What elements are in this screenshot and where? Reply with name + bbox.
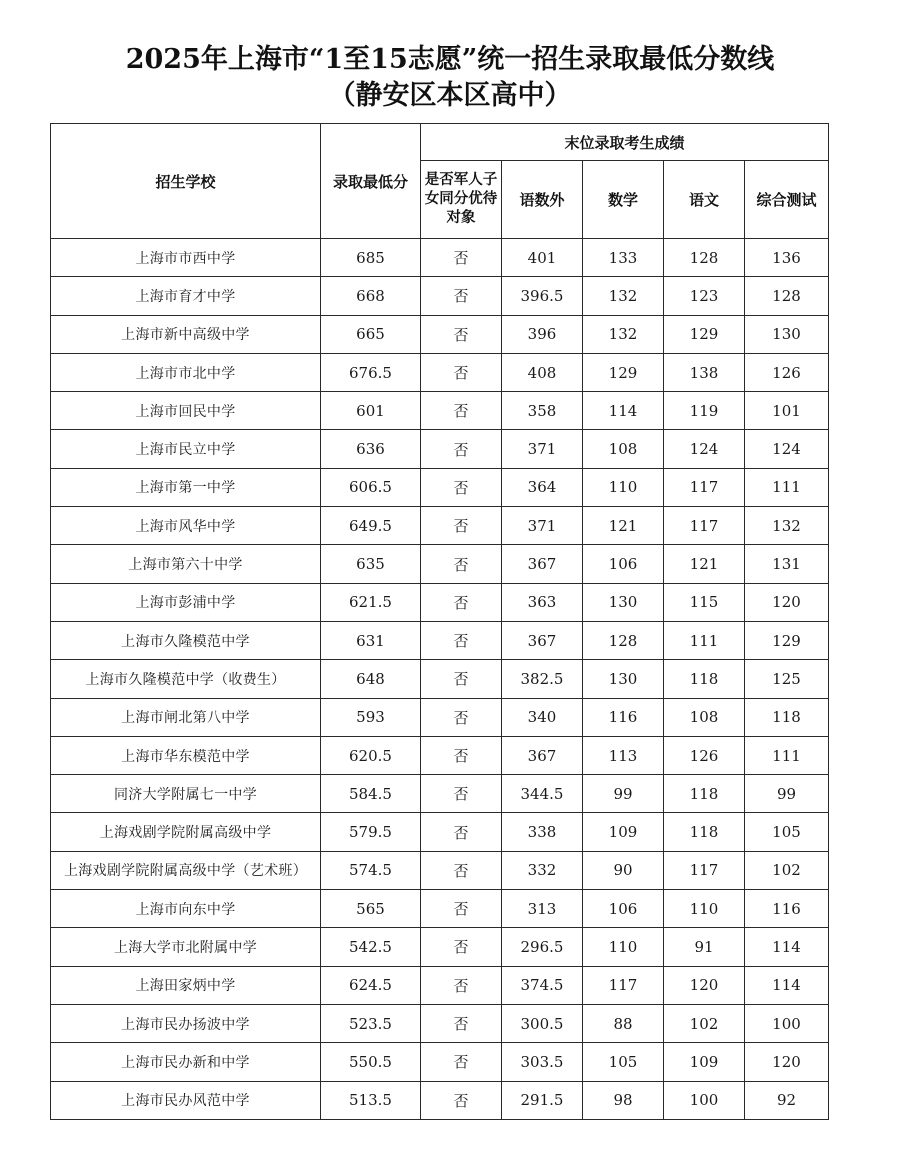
ysw-score-cell: 371 (502, 430, 583, 468)
military-priority-cell: 否 (421, 277, 502, 315)
school-cell: 上海市民办风范中学 (51, 1081, 321, 1119)
table-row (51, 507, 829, 545)
min-score-cell: 565 (321, 890, 421, 928)
math-score-cell: 106 (583, 545, 664, 583)
table-row (51, 928, 829, 966)
comprehensive-score-cell: 105 (745, 813, 829, 851)
chinese-score-cell: 120 (664, 966, 745, 1004)
min-score-cell: 631 (321, 621, 421, 659)
min-score-cell: 648 (321, 660, 421, 698)
chinese-score-cell: 108 (664, 698, 745, 736)
school-cell: 上海市市北中学 (51, 353, 321, 391)
table-row (51, 392, 829, 430)
table-row (51, 239, 829, 277)
comprehensive-score-cell: 120 (745, 583, 829, 621)
ysw-score-cell: 367 (502, 736, 583, 774)
header-ysw: 语数外 (502, 161, 583, 239)
ysw-score-cell: 374.5 (502, 966, 583, 1004)
header-chinese: 语文 (664, 161, 745, 239)
math-score-cell: 114 (583, 392, 664, 430)
ysw-score-cell: 367 (502, 545, 583, 583)
school-cell: 上海市闸北第八中学 (51, 698, 321, 736)
math-score-cell: 130 (583, 583, 664, 621)
military-priority-cell: 否 (421, 928, 502, 966)
table-row (51, 813, 829, 851)
comprehensive-score-cell: 128 (745, 277, 829, 315)
min-score-cell: 665 (321, 315, 421, 353)
table-row (51, 621, 829, 659)
min-score-cell: 550.5 (321, 1043, 421, 1081)
chinese-score-cell: 128 (664, 239, 745, 277)
school-cell: 上海市向东中学 (51, 890, 321, 928)
military-priority-cell: 否 (421, 468, 502, 506)
header-comprehensive: 综合测试 (745, 161, 829, 239)
min-score-cell: 624.5 (321, 966, 421, 1004)
min-score-cell: 523.5 (321, 1004, 421, 1042)
comprehensive-score-cell: 116 (745, 890, 829, 928)
school-cell: 上海市久隆模范中学（收费生） (51, 660, 321, 698)
math-score-cell: 110 (583, 468, 664, 506)
math-score-cell: 90 (583, 851, 664, 889)
military-priority-cell: 否 (421, 315, 502, 353)
comprehensive-score-cell: 129 (745, 621, 829, 659)
school-cell: 上海市民立中学 (51, 430, 321, 468)
min-score-cell: 601 (321, 392, 421, 430)
school-cell: 同济大学附属七一中学 (51, 775, 321, 813)
table-row (51, 583, 829, 621)
school-cell: 上海市久隆模范中学 (51, 621, 321, 659)
military-priority-cell: 否 (421, 660, 502, 698)
comprehensive-score-cell: 131 (745, 545, 829, 583)
ysw-score-cell: 408 (502, 353, 583, 391)
military-priority-cell: 否 (421, 813, 502, 851)
military-priority-cell: 否 (421, 621, 502, 659)
chinese-score-cell: 115 (664, 583, 745, 621)
header-math: 数学 (583, 161, 664, 239)
comprehensive-score-cell: 120 (745, 1043, 829, 1081)
ysw-score-cell: 296.5 (502, 928, 583, 966)
table-row (51, 468, 829, 506)
math-score-cell: 109 (583, 813, 664, 851)
comprehensive-score-cell: 124 (745, 430, 829, 468)
table-row (51, 1004, 829, 1042)
chinese-score-cell: 109 (664, 1043, 745, 1081)
table-row (51, 315, 829, 353)
comprehensive-score-cell: 118 (745, 698, 829, 736)
table-row (51, 851, 829, 889)
admission-score-table (50, 123, 829, 1120)
header-min-score: 录取最低分 (321, 124, 421, 239)
chinese-score-cell: 119 (664, 392, 745, 430)
math-score-cell: 121 (583, 507, 664, 545)
ysw-score-cell: 358 (502, 392, 583, 430)
chinese-score-cell: 117 (664, 851, 745, 889)
table-row (51, 545, 829, 583)
military-priority-cell: 否 (421, 698, 502, 736)
math-score-cell: 128 (583, 621, 664, 659)
military-priority-cell: 否 (421, 1081, 502, 1119)
table-row (51, 277, 829, 315)
math-score-cell: 110 (583, 928, 664, 966)
min-score-cell: 513.5 (321, 1081, 421, 1119)
chinese-score-cell: 126 (664, 736, 745, 774)
chinese-score-cell: 102 (664, 1004, 745, 1042)
military-priority-cell: 否 (421, 239, 502, 277)
math-score-cell: 88 (583, 1004, 664, 1042)
min-score-cell: 584.5 (321, 775, 421, 813)
school-cell: 上海市育才中学 (51, 277, 321, 315)
military-priority-cell: 否 (421, 775, 502, 813)
chinese-score-cell: 118 (664, 813, 745, 851)
military-priority-cell: 否 (421, 353, 502, 391)
min-score-cell: 635 (321, 545, 421, 583)
math-score-cell: 117 (583, 966, 664, 1004)
school-cell: 上海市彭浦中学 (51, 583, 321, 621)
chinese-score-cell: 118 (664, 775, 745, 813)
min-score-cell: 636 (321, 430, 421, 468)
table-row (51, 353, 829, 391)
comprehensive-score-cell: 132 (745, 507, 829, 545)
min-score-cell: 621.5 (321, 583, 421, 621)
chinese-score-cell: 100 (664, 1081, 745, 1119)
military-priority-cell: 否 (421, 851, 502, 889)
min-score-cell: 676.5 (321, 353, 421, 391)
min-score-cell: 668 (321, 277, 421, 315)
chinese-score-cell: 129 (664, 315, 745, 353)
table-row (51, 660, 829, 698)
school-cell: 上海市风华中学 (51, 507, 321, 545)
ysw-score-cell: 340 (502, 698, 583, 736)
math-score-cell: 130 (583, 660, 664, 698)
math-score-cell: 106 (583, 890, 664, 928)
chinese-score-cell: 117 (664, 507, 745, 545)
math-score-cell: 98 (583, 1081, 664, 1119)
table-row (51, 966, 829, 1004)
math-score-cell: 132 (583, 277, 664, 315)
header-last-admitted-group: 末位录取考生成绩 (421, 124, 829, 161)
table-row (51, 1081, 829, 1119)
school-cell: 上海市新中高级中学 (51, 315, 321, 353)
military-priority-cell: 否 (421, 736, 502, 774)
ysw-score-cell: 332 (502, 851, 583, 889)
math-score-cell: 108 (583, 430, 664, 468)
school-cell: 上海戏剧学院附属高级中学（艺术班） (51, 851, 321, 889)
comprehensive-score-cell: 111 (745, 736, 829, 774)
chinese-score-cell: 118 (664, 660, 745, 698)
school-cell: 上海戏剧学院附属高级中学 (51, 813, 321, 851)
min-score-cell: 574.5 (321, 851, 421, 889)
min-score-cell: 685 (321, 239, 421, 277)
school-cell: 上海市第一中学 (51, 468, 321, 506)
header-school: 招生学校 (51, 124, 321, 239)
comprehensive-score-cell: 126 (745, 353, 829, 391)
ysw-score-cell: 344.5 (502, 775, 583, 813)
chinese-score-cell: 124 (664, 430, 745, 468)
military-priority-cell: 否 (421, 583, 502, 621)
ysw-score-cell: 371 (502, 507, 583, 545)
min-score-cell: 542.5 (321, 928, 421, 966)
table-row (51, 890, 829, 928)
chinese-score-cell: 121 (664, 545, 745, 583)
school-cell: 上海大学市北附属中学 (51, 928, 321, 966)
table-row (51, 698, 829, 736)
ysw-score-cell: 367 (502, 621, 583, 659)
chinese-score-cell: 123 (664, 277, 745, 315)
chinese-score-cell: 117 (664, 468, 745, 506)
table-row (51, 736, 829, 774)
math-score-cell: 133 (583, 239, 664, 277)
math-score-cell: 105 (583, 1043, 664, 1081)
military-priority-cell: 否 (421, 392, 502, 430)
min-score-cell: 593 (321, 698, 421, 736)
comprehensive-score-cell: 92 (745, 1081, 829, 1119)
comprehensive-score-cell: 111 (745, 468, 829, 506)
chinese-score-cell: 110 (664, 890, 745, 928)
ysw-score-cell: 338 (502, 813, 583, 851)
comprehensive-score-cell: 114 (745, 928, 829, 966)
military-priority-cell: 否 (421, 1004, 502, 1042)
school-cell: 上海市华东模范中学 (51, 736, 321, 774)
table-body (51, 239, 829, 1120)
table-row (51, 775, 829, 813)
comprehensive-score-cell: 125 (745, 660, 829, 698)
ysw-score-cell: 291.5 (502, 1081, 583, 1119)
comprehensive-score-cell: 114 (745, 966, 829, 1004)
comprehensive-score-cell: 99 (745, 775, 829, 813)
ysw-score-cell: 364 (502, 468, 583, 506)
ysw-score-cell: 382.5 (502, 660, 583, 698)
comprehensive-score-cell: 130 (745, 315, 829, 353)
school-cell: 上海田家炳中学 (51, 966, 321, 1004)
min-score-cell: 579.5 (321, 813, 421, 851)
page-subtitle: （静安区本区高中） (328, 80, 572, 111)
military-priority-cell: 否 (421, 507, 502, 545)
military-priority-cell: 否 (421, 545, 502, 583)
military-priority-cell: 否 (421, 966, 502, 1004)
math-score-cell: 116 (583, 698, 664, 736)
min-score-cell: 606.5 (321, 468, 421, 506)
math-score-cell: 132 (583, 315, 664, 353)
chinese-score-cell: 138 (664, 353, 745, 391)
comprehensive-score-cell: 101 (745, 392, 829, 430)
math-score-cell: 129 (583, 353, 664, 391)
comprehensive-score-cell: 136 (745, 239, 829, 277)
school-cell: 上海市市西中学 (51, 239, 321, 277)
comprehensive-score-cell: 100 (745, 1004, 829, 1042)
ysw-score-cell: 396.5 (502, 277, 583, 315)
comprehensive-score-cell: 102 (745, 851, 829, 889)
math-score-cell: 99 (583, 775, 664, 813)
chinese-score-cell: 91 (664, 928, 745, 966)
ysw-score-cell: 313 (502, 890, 583, 928)
school-cell: 上海市回民中学 (51, 392, 321, 430)
chinese-score-cell: 111 (664, 621, 745, 659)
ysw-score-cell: 300.5 (502, 1004, 583, 1042)
min-score-cell: 649.5 (321, 507, 421, 545)
military-priority-cell: 否 (421, 890, 502, 928)
table-row (51, 430, 829, 468)
military-priority-cell: 否 (421, 430, 502, 468)
header-military-priority: 是否军人子女同分优待对象 (421, 161, 502, 239)
school-cell: 上海市第六十中学 (51, 545, 321, 583)
min-score-cell: 620.5 (321, 736, 421, 774)
ysw-score-cell: 401 (502, 239, 583, 277)
school-cell: 上海市民办扬波中学 (51, 1004, 321, 1042)
ysw-score-cell: 363 (502, 583, 583, 621)
math-score-cell: 113 (583, 736, 664, 774)
table-row (51, 1043, 829, 1081)
ysw-score-cell: 396 (502, 315, 583, 353)
page-title: 2025年上海市“1至15志愿”统一招生录取最低分数线 (125, 44, 775, 75)
military-priority-cell: 否 (421, 1043, 502, 1081)
ysw-score-cell: 303.5 (502, 1043, 583, 1081)
school-cell: 上海市民办新和中学 (51, 1043, 321, 1081)
